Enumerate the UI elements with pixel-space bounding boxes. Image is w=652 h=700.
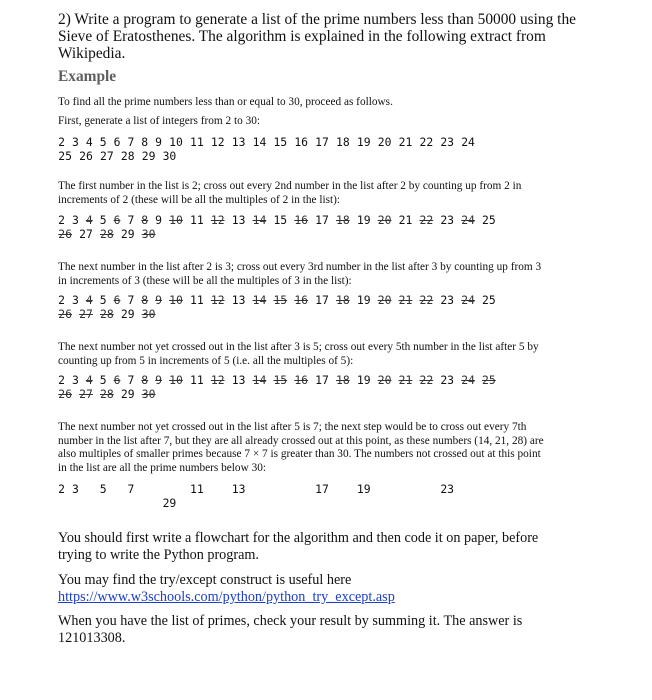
list-number: 30 xyxy=(141,307,156,321)
list-number: 28 xyxy=(100,227,114,241)
list-number: 19 xyxy=(356,293,371,307)
list-number: 23 xyxy=(440,293,455,307)
intro-text: To find all the prime numbers less than or equal to 30, proceed as follows. xyxy=(58,96,393,108)
list-number: 17 xyxy=(315,293,329,307)
prime-number: 7 xyxy=(127,482,135,496)
list-number: 28 xyxy=(120,149,135,163)
list-number: 23 xyxy=(440,135,455,149)
list-number: 16 xyxy=(294,213,309,227)
step-line: in increments of 3 (these will be all the multiples of 3 in the list): xyxy=(58,274,352,287)
question-line: Sieve of Eratosthenes. The algorithm is explained in the following extract from xyxy=(58,28,546,45)
list-number: 20 xyxy=(377,135,392,149)
prime-number: 11 xyxy=(190,482,204,496)
step-3-text xyxy=(58,261,578,288)
list-number: 15 xyxy=(273,293,288,307)
list-number: 5 xyxy=(99,373,107,387)
list-after-5 xyxy=(58,373,496,401)
list-number: 8 xyxy=(141,135,149,149)
question-line: Wikipedia. xyxy=(58,45,126,62)
list-number: 22 xyxy=(419,373,434,387)
list-number: 3 xyxy=(72,135,79,149)
list-number: 14 xyxy=(252,213,267,227)
list-number: 15 xyxy=(273,135,288,149)
list-number: 16 xyxy=(294,373,309,387)
list-number: 26 xyxy=(58,307,72,321)
list-number: 13 xyxy=(231,373,246,387)
list-number: 3 xyxy=(72,293,79,307)
step-line: The next number not yet crossed out in the list after 3 is 5; cross out every 5th number in the list after 5 by xyxy=(58,341,539,353)
list-number: 6 xyxy=(113,293,121,307)
list-number: 10 xyxy=(169,135,183,149)
list-number: 28 xyxy=(100,307,114,321)
prime-list xyxy=(58,482,454,510)
instruction-line: You should first write a flowchart for the algorithm and then code it on paper, before xyxy=(58,530,539,546)
list-number: 10 xyxy=(169,213,183,227)
list-number: 26 xyxy=(79,149,93,163)
step-line: also multiples of smaller primes because 7 × 7 is greater than 30. The numbers not crossed out at this point xyxy=(58,448,541,460)
list-number: 6 xyxy=(113,373,121,387)
list-number: 19 xyxy=(356,373,371,387)
list-number: 25 xyxy=(482,373,496,387)
step-line: number in the list after 7, but they are all already crossed out at this point, as these numbers (14, 21, 28) are xyxy=(58,434,544,447)
list-number: 2 xyxy=(58,213,65,227)
list-number: 30 xyxy=(162,149,177,163)
list-number: 29 xyxy=(120,227,135,241)
list-after-3 xyxy=(58,293,496,321)
prime-number: 13 xyxy=(231,482,246,496)
list-number: 21 xyxy=(398,293,413,307)
list-number: 11 xyxy=(190,373,204,387)
list-number: 20 xyxy=(377,293,392,307)
list-number: 24 xyxy=(461,373,475,387)
w3schools-link-text[interactable]: https://www.w3schools.com/python/python_try_except.asp xyxy=(58,589,395,605)
first-step-text: First, generate a list of integers from 2 to 30: xyxy=(58,115,261,127)
prime-number: 19 xyxy=(356,482,371,496)
list-number: 12 xyxy=(210,373,225,387)
list-number: 30 xyxy=(141,227,156,241)
list-number: 6 xyxy=(113,213,121,227)
list-number: 27 xyxy=(79,387,93,401)
list-number: 5 xyxy=(99,213,107,227)
list-number: 20 xyxy=(377,373,392,387)
list-number: 5 xyxy=(99,135,107,149)
list-number: 18 xyxy=(336,135,350,149)
list-number: 7 xyxy=(127,135,135,149)
step-4-text xyxy=(58,341,578,368)
prime-number: 5 xyxy=(99,482,107,496)
list-number: 16 xyxy=(294,135,309,149)
list-number: 25 xyxy=(482,293,496,307)
step-line: increments of 2 (these will be all the multiples of 2 in the list): xyxy=(58,193,341,206)
step-2-text xyxy=(58,180,578,207)
list-number: 11 xyxy=(190,213,204,227)
list-number: 4 xyxy=(85,373,93,387)
step-line: in the list are all the prime numbers below 30: xyxy=(58,461,266,474)
instruction-line: trying to write the Python program. xyxy=(58,547,259,563)
list-number: 18 xyxy=(336,373,350,387)
list-number: 23 xyxy=(440,213,455,227)
list-number: 22 xyxy=(419,213,434,227)
list-number: 2 xyxy=(58,135,65,149)
list-number: 6 xyxy=(113,135,121,149)
list-number: 8 xyxy=(141,293,149,307)
list-number: 7 xyxy=(127,373,135,387)
list-number: 12 xyxy=(210,293,225,307)
list-number: 8 xyxy=(141,213,149,227)
list-number: 24 xyxy=(461,213,475,227)
list-number: 21 xyxy=(398,213,413,227)
list-number: 21 xyxy=(398,373,413,387)
list-number: 12 xyxy=(210,135,225,149)
list-number: 9 xyxy=(155,373,163,387)
list-number: 20 xyxy=(377,213,392,227)
flowchart-instruction xyxy=(58,530,578,564)
list-number: 19 xyxy=(356,213,371,227)
list-number: 29 xyxy=(120,387,135,401)
step-line: counting up from 5 in increments of 5 (i.e. all the multiples of 5): xyxy=(58,354,354,367)
list-number: 27 xyxy=(100,149,114,163)
try-except-hint: You may find the try/except construct is useful here xyxy=(58,572,352,588)
list-number: 23 xyxy=(440,373,455,387)
list-number: 9 xyxy=(155,213,163,227)
list-number: 29 xyxy=(141,149,156,163)
list-number: 14 xyxy=(252,373,267,387)
list-number: 11 xyxy=(190,135,204,149)
list-after-2 xyxy=(58,213,496,241)
list-number: 21 xyxy=(398,135,413,149)
step-line: The first number in the list is 2; cross out every 2nd number in the list after 2 by counting up from 2 in xyxy=(58,180,522,192)
list-number: 2 xyxy=(58,373,65,387)
list-number: 17 xyxy=(315,373,329,387)
prime-number: 3 xyxy=(72,482,79,496)
list-number: 10 xyxy=(169,373,183,387)
list-number: 17 xyxy=(315,135,329,149)
list-number: 18 xyxy=(336,213,350,227)
list-number: 7 xyxy=(127,213,135,227)
prime-number: 17 xyxy=(315,482,329,496)
list-number: 15 xyxy=(273,373,288,387)
list-number: 22 xyxy=(419,293,434,307)
list-number: 24 xyxy=(461,135,475,149)
list-number: 15 xyxy=(273,213,288,227)
list-number: 30 xyxy=(141,387,156,401)
list-number: 13 xyxy=(231,213,246,227)
list-number: 19 xyxy=(356,135,371,149)
list-number: 25 xyxy=(58,149,72,163)
list-number: 13 xyxy=(231,293,246,307)
list-number: 3 xyxy=(72,373,79,387)
list-number: 16 xyxy=(294,293,309,307)
list-number: 28 xyxy=(100,387,114,401)
integer-list xyxy=(58,135,475,163)
list-number: 4 xyxy=(85,293,93,307)
list-number: 3 xyxy=(72,213,79,227)
list-number: 26 xyxy=(58,387,72,401)
list-number: 27 xyxy=(79,227,93,241)
prime-number: 2 xyxy=(58,482,65,496)
answer-text xyxy=(58,613,578,647)
list-number: 12 xyxy=(210,213,225,227)
list-number: 26 xyxy=(58,227,72,241)
list-number: 7 xyxy=(127,293,135,307)
list-number: 27 xyxy=(79,307,93,321)
answer-line: 121013308. xyxy=(58,630,126,646)
prime-number: 29 xyxy=(162,496,177,510)
answer-line: When you have the list of primes, check your result by summing it. The answer is xyxy=(58,613,523,629)
list-number: 8 xyxy=(141,373,149,387)
step-line: The next number in the list after 2 is 3; cross out every 3rd number in the list after 3 by counting up from 3 xyxy=(58,261,542,273)
step-5-text xyxy=(58,421,578,475)
list-number: 5 xyxy=(99,293,107,307)
list-number: 17 xyxy=(315,213,329,227)
list-number: 10 xyxy=(169,293,183,307)
question-text xyxy=(58,11,578,62)
list-number: 9 xyxy=(155,135,163,149)
prime-number: 23 xyxy=(440,482,455,496)
list-number: 4 xyxy=(85,213,93,227)
list-number: 13 xyxy=(231,135,246,149)
step-line: The next number not yet crossed out in the list after 5 is 7; the next step would be to cross out every 7th xyxy=(58,421,527,433)
list-number: 22 xyxy=(419,135,434,149)
list-number: 25 xyxy=(482,213,496,227)
list-number: 29 xyxy=(120,307,135,321)
list-number: 9 xyxy=(155,293,163,307)
list-number: 24 xyxy=(461,293,475,307)
list-number: 11 xyxy=(190,293,204,307)
list-number: 18 xyxy=(336,293,350,307)
w3schools-link[interactable] xyxy=(58,589,578,606)
example-heading: Example xyxy=(58,68,117,85)
question-line: 2) Write a program to generate a list of the prime numbers less than 50000 using the xyxy=(58,11,576,28)
list-number: 14 xyxy=(252,135,267,149)
list-number: 2 xyxy=(58,293,65,307)
list-number: 14 xyxy=(252,293,267,307)
list-number: 4 xyxy=(85,135,93,149)
